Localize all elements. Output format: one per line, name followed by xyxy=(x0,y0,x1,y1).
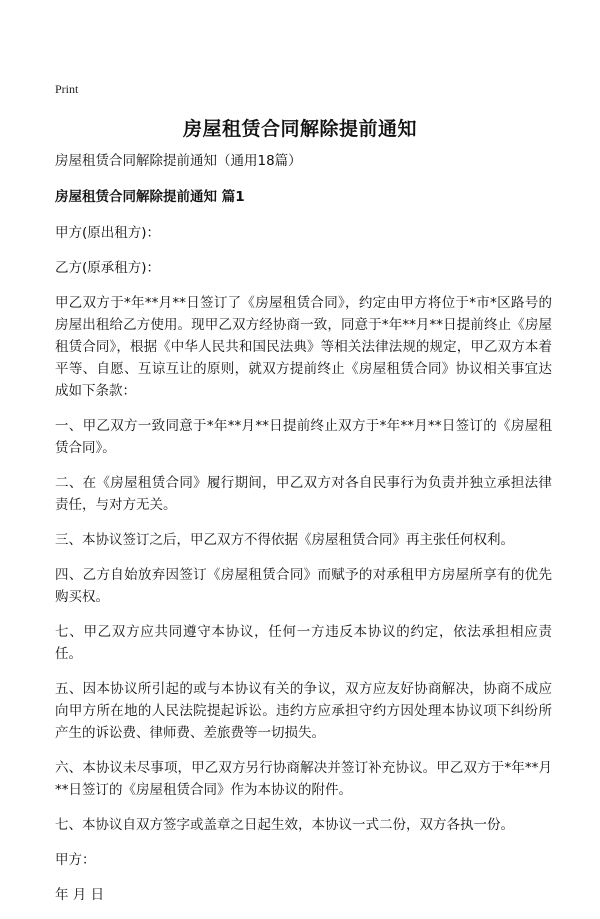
intro-paragraph: 甲乙双方于*年**月**日签订了《房屋租赁合同》，约定由甲方将位于*市*区路号的房屋出租给乙方使用。现甲乙双方经协商一致，同意于*年**月**日提前终止《房屋租赁合同》，根据《中华人民共和国民法典》等相关法律法规的规定，甲乙双方本着平等、自愿、互谅互让的原则，就双方提前终止《房屋租赁合同》协议相关事宜达成如下条款： xyxy=(55,295,552,399)
print-label: Print xyxy=(55,82,79,96)
clause-2: 二、在《房屋租赁合同》履行期间，甲乙双方对各自民事行为负责并独立承担法律责任，与对方无关。 xyxy=(55,475,552,513)
date-line: 年 月 日 xyxy=(55,887,105,903)
clause-5: 五、因本协议所引起的或与本协议有关的争议，双方应友好协商解决，协商不成应向甲方所在地的人民法院提起诉讼。违约方应承担守约方因处理本协议项下纠纷所产生的诉讼费、律师费、差旅费等一切损失。 xyxy=(55,681,552,741)
clause-6: 六、本协议未尽事项，甲乙双方另行协商解决并签订补充协议。甲乙双方于*年**月**日签订的《房屋租赁合同》作为本协议的附件。 xyxy=(55,760,552,798)
clause-7b: 七、本协议自双方签字或盖章之日起生效，本协议一式二份，双方各执一份。 xyxy=(55,817,514,833)
document-subtitle: 房屋租赁合同解除提前通知（通用18篇） xyxy=(55,153,302,169)
clause-3: 三、本协议签订之后，甲乙双方不得依据《房屋租赁合同》再主张任何权利。 xyxy=(55,532,514,548)
party-a-signature: 甲方： xyxy=(55,852,96,868)
document-title: 房屋租赁合同解除提前通知 xyxy=(182,118,417,140)
clause-7a: 七、甲乙双方应共同遵守本协议，任何一方违反本协议的约定，依法承担相应责任。 xyxy=(55,624,552,662)
party-a-line: 甲方(原出租方)： xyxy=(55,225,161,241)
clause-4: 四、乙方自始放弃因签订《房屋租赁合同》而赋予的对承租甲方房屋所享有的优先购买权。 xyxy=(55,567,552,605)
section-heading: 房屋租赁合同解除提前通知 篇1 xyxy=(55,189,245,205)
party-b-line: 乙方(原承租方)： xyxy=(55,260,161,276)
document-body xyxy=(55,150,552,919)
clause-1: 一、甲乙双方一致同意于*年**月**日提前终止双方于*年**月**日签订的《房屋租赁合同》。 xyxy=(55,418,552,456)
